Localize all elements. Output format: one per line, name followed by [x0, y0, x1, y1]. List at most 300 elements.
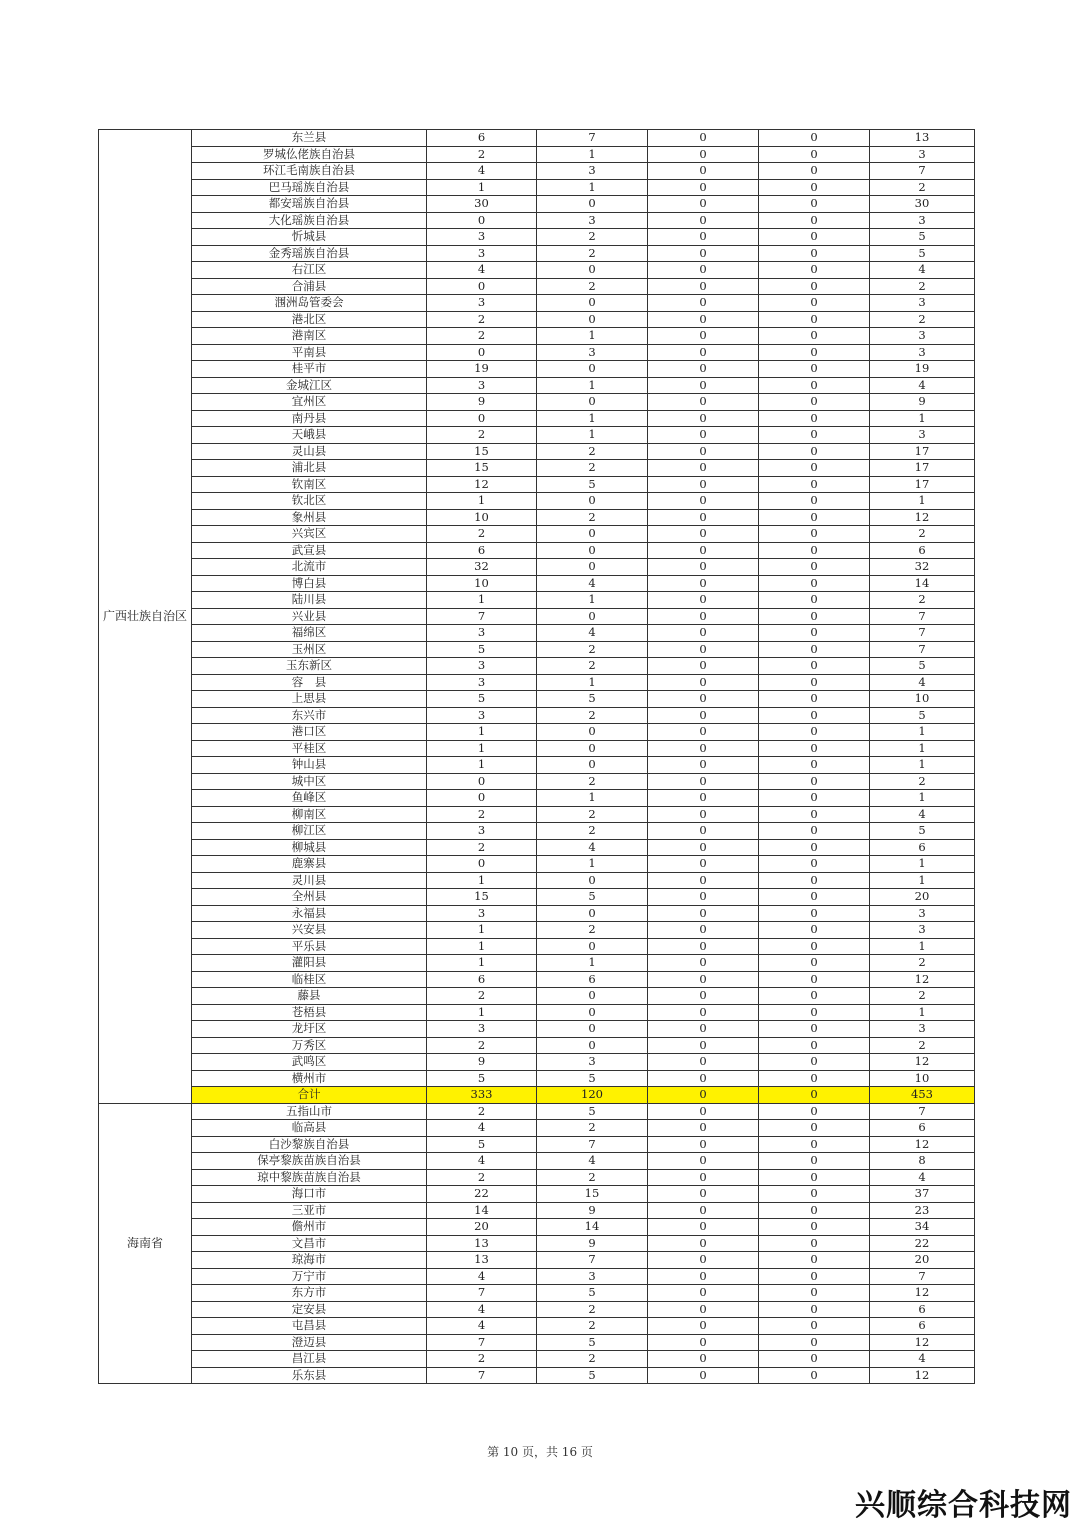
- value-cell: 453: [870, 1087, 975, 1104]
- value-cell: 2: [427, 427, 537, 444]
- value-cell: 0: [648, 1004, 759, 1021]
- value-cell: 1: [870, 493, 975, 510]
- table-row: [99, 592, 975, 609]
- table-row: [99, 1037, 975, 1054]
- value-cell: 23: [870, 1202, 975, 1219]
- value-cell: 7: [870, 641, 975, 658]
- value-cell: 10: [427, 509, 537, 526]
- value-cell: 15: [427, 889, 537, 906]
- value-cell: 0: [759, 1268, 870, 1285]
- value-cell: 1: [427, 938, 537, 955]
- value-cell: 5: [870, 823, 975, 840]
- value-cell: 0: [648, 938, 759, 955]
- value-cell: 1: [870, 724, 975, 741]
- county-cell: 永福县: [192, 905, 427, 922]
- county-cell: 柳南区: [192, 806, 427, 823]
- county-cell: 琼海市: [192, 1252, 427, 1269]
- value-cell: 3: [427, 823, 537, 840]
- table-row: [99, 889, 975, 906]
- value-cell: 6: [870, 839, 975, 856]
- value-cell: 0: [759, 839, 870, 856]
- value-cell: 0: [648, 311, 759, 328]
- table-row: [99, 641, 975, 658]
- county-cell: 涠洲岛管委会: [192, 295, 427, 312]
- county-cell: 屯昌县: [192, 1318, 427, 1335]
- value-cell: 0: [427, 790, 537, 807]
- value-cell: 0: [759, 1087, 870, 1104]
- value-cell: 0: [648, 839, 759, 856]
- value-cell: 0: [759, 971, 870, 988]
- value-cell: 7: [870, 1103, 975, 1120]
- county-cell: 城中区: [192, 773, 427, 790]
- value-cell: 0: [759, 493, 870, 510]
- value-cell: 15: [537, 1186, 648, 1203]
- value-cell: 0: [648, 493, 759, 510]
- table-row: [99, 509, 975, 526]
- table-row: [99, 476, 975, 493]
- value-cell: 0: [759, 559, 870, 576]
- value-cell: 2: [427, 328, 537, 345]
- value-cell: 5: [870, 707, 975, 724]
- value-cell: 0: [759, 526, 870, 543]
- value-cell: 32: [870, 559, 975, 576]
- value-cell: 0: [537, 493, 648, 510]
- value-cell: 10: [427, 575, 537, 592]
- county-cell: 钟山县: [192, 757, 427, 774]
- value-cell: 2: [870, 773, 975, 790]
- value-cell: 0: [648, 394, 759, 411]
- value-cell: 7: [870, 625, 975, 642]
- value-cell: 0: [759, 757, 870, 774]
- value-cell: 5: [870, 658, 975, 675]
- table-row: [99, 1235, 975, 1252]
- value-cell: 0: [648, 1268, 759, 1285]
- county-cell: 龙圩区: [192, 1021, 427, 1038]
- county-cell: 巴马瑶族自治县: [192, 179, 427, 196]
- value-cell: 0: [648, 361, 759, 378]
- value-cell: 6: [870, 542, 975, 559]
- value-cell: 0: [648, 509, 759, 526]
- value-cell: 4: [427, 1120, 537, 1137]
- value-cell: 10: [870, 691, 975, 708]
- value-cell: 22: [427, 1186, 537, 1203]
- table-row: [99, 377, 975, 394]
- county-cell: 鹿寨县: [192, 856, 427, 873]
- value-cell: 12: [870, 971, 975, 988]
- county-cell: 万宁市: [192, 1268, 427, 1285]
- value-cell: 0: [759, 608, 870, 625]
- county-cell: 金秀瑶族自治县: [192, 245, 427, 262]
- value-cell: 9: [537, 1235, 648, 1252]
- value-cell: 3: [427, 245, 537, 262]
- county-cell: 临高县: [192, 1120, 427, 1137]
- table-row: [99, 311, 975, 328]
- table-row: [99, 460, 975, 477]
- county-cell: 陆川县: [192, 592, 427, 609]
- county-cell: 定安县: [192, 1301, 427, 1318]
- value-cell: 20: [427, 1219, 537, 1236]
- county-cell: 钦北区: [192, 493, 427, 510]
- value-cell: 0: [537, 1021, 648, 1038]
- value-cell: 0: [759, 1252, 870, 1269]
- value-cell: 0: [759, 1367, 870, 1384]
- value-cell: 0: [648, 922, 759, 939]
- value-cell: 2: [537, 1169, 648, 1186]
- value-cell: 0: [648, 196, 759, 213]
- county-cell: 全州县: [192, 889, 427, 906]
- value-cell: 0: [648, 691, 759, 708]
- value-cell: 0: [759, 773, 870, 790]
- county-cell: 南丹县: [192, 410, 427, 427]
- table-row: [99, 212, 975, 229]
- value-cell: 4: [870, 1169, 975, 1186]
- value-cell: 0: [759, 542, 870, 559]
- value-cell: 0: [648, 559, 759, 576]
- value-cell: 0: [648, 1021, 759, 1038]
- value-cell: 1: [427, 740, 537, 757]
- value-cell: 0: [427, 773, 537, 790]
- value-cell: 0: [648, 526, 759, 543]
- value-cell: 0: [648, 542, 759, 559]
- table-row: [99, 988, 975, 1005]
- table-row: [99, 130, 975, 147]
- value-cell: 1: [870, 790, 975, 807]
- value-cell: 3: [537, 1268, 648, 1285]
- table-row: [99, 823, 975, 840]
- value-cell: 2: [537, 641, 648, 658]
- value-cell: 333: [427, 1087, 537, 1104]
- value-cell: 2: [427, 806, 537, 823]
- county-cell: 宜州区: [192, 394, 427, 411]
- county-cell: 苍梧县: [192, 1004, 427, 1021]
- value-cell: 1: [537, 328, 648, 345]
- table-row: [99, 526, 975, 543]
- value-cell: 0: [759, 872, 870, 889]
- value-cell: 0: [759, 394, 870, 411]
- value-cell: 1: [537, 377, 648, 394]
- value-cell: 13: [427, 1235, 537, 1252]
- county-cell: 都安瑶族自治县: [192, 196, 427, 213]
- value-cell: 0: [537, 196, 648, 213]
- value-cell: 0: [537, 872, 648, 889]
- county-cell: 万秀区: [192, 1037, 427, 1054]
- county-cell: 临桂区: [192, 971, 427, 988]
- value-cell: 0: [648, 889, 759, 906]
- table-row: [99, 674, 975, 691]
- value-cell: 4: [427, 262, 537, 279]
- value-cell: 2: [427, 526, 537, 543]
- county-cell: 大化瑶族自治县: [192, 212, 427, 229]
- value-cell: 12: [870, 1367, 975, 1384]
- value-cell: 1: [870, 1004, 975, 1021]
- value-cell: 0: [759, 1120, 870, 1137]
- value-cell: 0: [759, 691, 870, 708]
- value-cell: 0: [759, 509, 870, 526]
- value-cell: 0: [759, 790, 870, 807]
- table-row: [99, 1351, 975, 1368]
- value-cell: 20: [870, 889, 975, 906]
- value-cell: 4: [870, 377, 975, 394]
- value-cell: 4: [427, 1301, 537, 1318]
- value-cell: 15: [427, 460, 537, 477]
- value-cell: 0: [648, 1103, 759, 1120]
- county-cell: 容 县: [192, 674, 427, 691]
- value-cell: 0: [759, 229, 870, 246]
- value-cell: 0: [759, 1219, 870, 1236]
- value-cell: 5: [537, 691, 648, 708]
- value-cell: 7: [870, 1268, 975, 1285]
- value-cell: 0: [648, 1285, 759, 1302]
- value-cell: 0: [648, 245, 759, 262]
- table-row: [99, 1169, 975, 1186]
- value-cell: 6: [537, 971, 648, 988]
- value-cell: 0: [648, 130, 759, 147]
- table-row: [99, 410, 975, 427]
- value-cell: 19: [427, 361, 537, 378]
- value-cell: 0: [648, 707, 759, 724]
- value-cell: 4: [870, 674, 975, 691]
- value-cell: 6: [870, 1318, 975, 1335]
- table-row: [99, 575, 975, 592]
- value-cell: 5: [537, 1070, 648, 1087]
- value-cell: 2: [537, 229, 648, 246]
- value-cell: 9: [870, 394, 975, 411]
- value-cell: 2: [870, 1037, 975, 1054]
- county-cell: 港北区: [192, 311, 427, 328]
- value-cell: 2: [537, 658, 648, 675]
- value-cell: 17: [870, 476, 975, 493]
- value-cell: 2: [427, 988, 537, 1005]
- value-cell: 2: [537, 922, 648, 939]
- value-cell: 120: [537, 1087, 648, 1104]
- value-cell: 0: [648, 1169, 759, 1186]
- value-cell: 0: [648, 625, 759, 642]
- value-cell: 0: [759, 922, 870, 939]
- value-cell: 2: [427, 839, 537, 856]
- table-row: [99, 691, 975, 708]
- value-cell: 2: [870, 278, 975, 295]
- value-cell: 6: [427, 130, 537, 147]
- county-cell: 东兴市: [192, 707, 427, 724]
- value-cell: 3: [537, 212, 648, 229]
- value-cell: 3: [870, 344, 975, 361]
- value-cell: 0: [648, 443, 759, 460]
- county-cell: 五指山市: [192, 1103, 427, 1120]
- value-cell: 2: [537, 1351, 648, 1368]
- data-table-container: [98, 129, 974, 1384]
- value-cell: 0: [427, 344, 537, 361]
- value-cell: 5: [427, 691, 537, 708]
- value-cell: 0: [759, 1318, 870, 1335]
- table-row: [99, 146, 975, 163]
- table-row: [99, 1202, 975, 1219]
- value-cell: 0: [648, 658, 759, 675]
- value-cell: 1: [537, 790, 648, 807]
- value-cell: 14: [537, 1219, 648, 1236]
- value-cell: 0: [759, 295, 870, 312]
- value-cell: 0: [759, 1136, 870, 1153]
- value-cell: 0: [648, 724, 759, 741]
- value-cell: 0: [759, 328, 870, 345]
- value-cell: 0: [759, 1301, 870, 1318]
- value-cell: 0: [759, 278, 870, 295]
- county-cell: 福绵区: [192, 625, 427, 642]
- value-cell: 8: [870, 1153, 975, 1170]
- county-cell: 兴安县: [192, 922, 427, 939]
- province-cell: 广西壮族自治区: [99, 130, 192, 1104]
- page-number: 第 10 页，共 16 页: [487, 1445, 593, 1459]
- value-cell: 14: [870, 575, 975, 592]
- value-cell: 15: [427, 443, 537, 460]
- value-cell: 0: [759, 1021, 870, 1038]
- value-cell: 0: [648, 460, 759, 477]
- table-row: [99, 905, 975, 922]
- table-row: [99, 724, 975, 741]
- value-cell: 0: [759, 988, 870, 1005]
- value-cell: 37: [870, 1186, 975, 1203]
- table-row: [99, 658, 975, 675]
- value-cell: 0: [537, 311, 648, 328]
- value-cell: 12: [427, 476, 537, 493]
- value-cell: 0: [648, 1351, 759, 1368]
- table-total-row: [99, 1087, 975, 1104]
- value-cell: 0: [648, 377, 759, 394]
- value-cell: 1: [870, 740, 975, 757]
- value-cell: 0: [648, 575, 759, 592]
- table-row: [99, 229, 975, 246]
- value-cell: 12: [870, 509, 975, 526]
- value-cell: 0: [537, 295, 648, 312]
- county-cell: 保亭黎族苗族自治县: [192, 1153, 427, 1170]
- county-cell: 港口区: [192, 724, 427, 741]
- table-row: [99, 344, 975, 361]
- county-cell: 东兰县: [192, 130, 427, 147]
- county-cell: 乐东县: [192, 1367, 427, 1384]
- table-row: [99, 1318, 975, 1335]
- value-cell: 5: [537, 476, 648, 493]
- value-cell: 2: [870, 592, 975, 609]
- value-cell: 2: [870, 179, 975, 196]
- value-cell: 2: [537, 806, 648, 823]
- value-cell: 1: [427, 724, 537, 741]
- value-cell: 30: [427, 196, 537, 213]
- county-cell: 桂平市: [192, 361, 427, 378]
- table-row: [99, 740, 975, 757]
- table-row: [99, 625, 975, 642]
- value-cell: 0: [427, 410, 537, 427]
- value-cell: 0: [537, 905, 648, 922]
- county-cell: 三亚市: [192, 1202, 427, 1219]
- value-cell: 2: [537, 1120, 648, 1137]
- table-row: [99, 262, 975, 279]
- table-row: [99, 1186, 975, 1203]
- value-cell: 2: [427, 1103, 537, 1120]
- value-cell: 0: [648, 212, 759, 229]
- value-cell: 4: [427, 1318, 537, 1335]
- value-cell: 0: [759, 592, 870, 609]
- value-cell: 1: [427, 922, 537, 939]
- value-cell: 5: [537, 889, 648, 906]
- value-cell: 1: [537, 410, 648, 427]
- value-cell: 4: [537, 575, 648, 592]
- value-cell: 4: [537, 1153, 648, 1170]
- value-cell: 0: [759, 658, 870, 675]
- table-row: [99, 1285, 975, 1302]
- county-cell: 儋州市: [192, 1219, 427, 1236]
- table-row: [99, 856, 975, 873]
- table-row: [99, 790, 975, 807]
- value-cell: 1: [537, 427, 648, 444]
- value-cell: 0: [759, 740, 870, 757]
- table-row: [99, 971, 975, 988]
- value-cell: 0: [759, 905, 870, 922]
- value-cell: 5: [870, 229, 975, 246]
- value-cell: 2: [427, 1351, 537, 1368]
- value-cell: 4: [870, 1351, 975, 1368]
- county-cell: 环江毛南族自治县: [192, 163, 427, 180]
- total-label-cell: 合计: [192, 1087, 427, 1104]
- value-cell: 0: [648, 146, 759, 163]
- value-cell: 0: [759, 212, 870, 229]
- value-cell: 3: [427, 625, 537, 642]
- value-cell: 3: [427, 295, 537, 312]
- value-cell: 0: [427, 212, 537, 229]
- value-cell: 0: [648, 1120, 759, 1137]
- value-cell: 2: [537, 1301, 648, 1318]
- table-row: [99, 361, 975, 378]
- table-row: [99, 196, 975, 213]
- county-cell: 浦北县: [192, 460, 427, 477]
- value-cell: 4: [870, 806, 975, 823]
- value-cell: 0: [648, 1070, 759, 1087]
- value-cell: 0: [648, 427, 759, 444]
- value-cell: 0: [759, 361, 870, 378]
- value-cell: 0: [759, 179, 870, 196]
- value-cell: 14: [427, 1202, 537, 1219]
- value-cell: 4: [427, 1268, 537, 1285]
- value-cell: 3: [870, 212, 975, 229]
- value-cell: 0: [537, 740, 648, 757]
- county-cell: 平桂区: [192, 740, 427, 757]
- value-cell: 0: [537, 262, 648, 279]
- value-cell: 7: [537, 130, 648, 147]
- table-row: [99, 1021, 975, 1038]
- value-cell: 2: [537, 707, 648, 724]
- value-cell: 3: [537, 344, 648, 361]
- value-cell: 0: [759, 1070, 870, 1087]
- value-cell: 1: [870, 938, 975, 955]
- watermark-logo: 兴顺综合科技网: [855, 1488, 1072, 1523]
- value-cell: 1: [427, 757, 537, 774]
- value-cell: 1: [870, 856, 975, 873]
- county-cell: 东方市: [192, 1285, 427, 1302]
- table-row: [99, 1120, 975, 1137]
- value-cell: 2: [870, 526, 975, 543]
- county-cell: 兴业县: [192, 608, 427, 625]
- value-cell: 1: [427, 872, 537, 889]
- value-cell: 7: [427, 1334, 537, 1351]
- value-cell: 0: [648, 757, 759, 774]
- value-cell: 0: [759, 575, 870, 592]
- value-cell: 0: [537, 542, 648, 559]
- value-cell: 0: [537, 394, 648, 411]
- county-cell: 横州市: [192, 1070, 427, 1087]
- table-row: [99, 1004, 975, 1021]
- value-cell: 6: [427, 542, 537, 559]
- value-cell: 3: [427, 707, 537, 724]
- value-cell: 0: [648, 1037, 759, 1054]
- value-cell: 0: [759, 1202, 870, 1219]
